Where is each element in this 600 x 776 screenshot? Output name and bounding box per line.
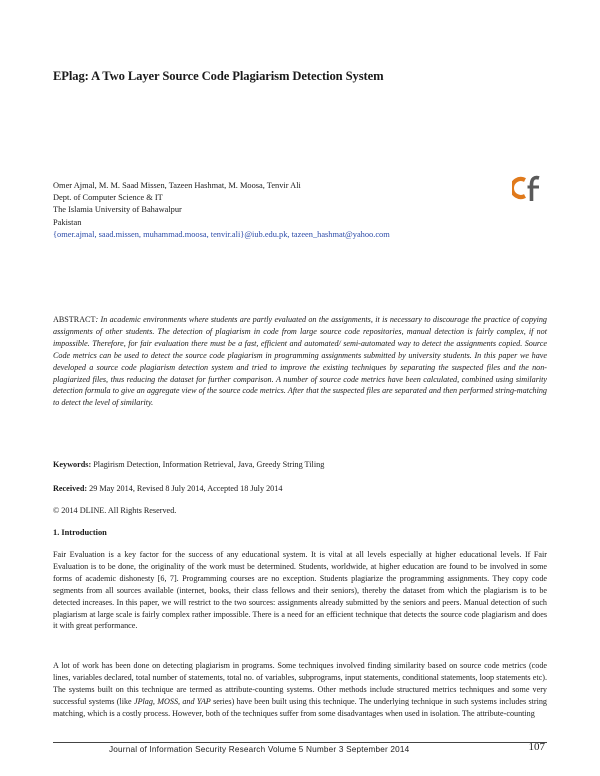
footer-rule bbox=[53, 742, 547, 743]
received-dates bbox=[53, 484, 547, 493]
section-heading-introduction: 1. Introduction bbox=[53, 528, 107, 537]
paper-title: EPlag: A Two Layer Source Code Plagiarism Detection System bbox=[53, 69, 384, 83]
paragraph-2-part-2: series) have been built using this technique. The underlying technique in such systems includes string matching, which is a costly process. However, both of the techniques suffer from some disadvantages when used in isolation. The attribute-counting bbox=[53, 696, 547, 718]
intro-paragraph-1: Fair Evaluation is a key factor for the success of any educational system. It is vital at all levels especially at higher educational levels. If Fair Evaluation is to be done, the originality of the work must be determined. Students, worldwide, at higher education are found to be involved in some forms of academic dishonesty [6, 7]. Programming courses are no exception. Students plagiarize the programming assignments. They copy code segments from all sources available (internet, books, their class fellows and their seniors), thereby the dataset from which the plagiarism is to be detected increases. In this paper, we will restrict to the two sources: assignments already submitted by the seniors and peers. Manual detection of such plagiarism at large scale is fairly complex rather impossible. There is a need for an efficient technique that detects the source code plagiarism and does it with great performance. bbox=[53, 550, 547, 631]
author-names: Omer Ajmal, M. M. Saad Missen, Tazeen Hashmat, M. Moosa, Tenvir Ali bbox=[53, 181, 301, 190]
keywords-label: Keywords: bbox=[53, 460, 92, 469]
page-number: 107 bbox=[528, 741, 545, 753]
intro-paragraph-2 bbox=[53, 660, 547, 720]
abstract-body: : In academic environments where students are partly evaluated on the assignments, it is necessary to discourage the practice of copying assignments of other students. The detection of plagiarism in code from large source code repositories, manual detection is fairly complex, if not impossible. Therefore, for fair evaluation there must be a fast, efficient and automated/ semi-automated way to detect the assignments copied. Source Code metrics can be used to detect the source code plagiarism in programming assignments submitted by university students. In this paper we have developed a source code plagiarism detection system and tried to improve the existing techniques by separating the suspected files and the non-plagiarized files, thus reducing the dataset for further comparison. A number of source code metrics have been calculated, combined using similarity detection formula to give an aggregate view of the source code metrics. After that the suspected files are separated and then performed string-matching to detect the level of similarity. bbox=[53, 315, 547, 408]
keywords bbox=[53, 460, 547, 469]
copyright: © 2014 DLINE. All Rights Reserved. bbox=[53, 506, 177, 515]
abstract-label: ABSTRACT bbox=[53, 315, 96, 324]
paragraph-2-systems: JPlag, MOSS, and YAP bbox=[133, 696, 211, 706]
paragraph-2-part-1: A lot of work has been done on detecting plagiarism in programs. Some techniques involved finding similarity based on source code metrics (code lines, variables declared, total number of statements, total no. of variables, subprograms, input statements, conditional statements, loop statements etc). The systems built on this technique are termed as attribute-counting systems. Other methods include structured metrics techniques and some very successful systems (like bbox=[53, 661, 547, 706]
received-text: 29 May 2014, Revised 8 July 2014, Accepted 18 July 2014 bbox=[87, 484, 283, 493]
received-label: Received: bbox=[53, 484, 88, 493]
author-block bbox=[53, 180, 513, 241]
footer-journal: Journal of Information Security Research Volume 5 Number 3 September 2014 bbox=[109, 745, 410, 754]
cf-logo-icon bbox=[512, 174, 542, 202]
author-university: The Islamia University of Bahawalpur bbox=[53, 205, 182, 215]
author-emails[interactable]: {omer.ajmal, saad.missen, muhammad.moosa, tenvir.ali}@iub.edu.pk, tazeen_hashmat@yahoo.com bbox=[53, 229, 390, 239]
author-dept: Dept. of Computer Science & IT bbox=[53, 193, 163, 203]
author-country: Pakistan bbox=[53, 217, 82, 227]
keywords-text: Plagirism Detection, Information Retrieval, Java, Greedy String Tiling bbox=[91, 460, 325, 469]
abstract bbox=[53, 314, 547, 409]
